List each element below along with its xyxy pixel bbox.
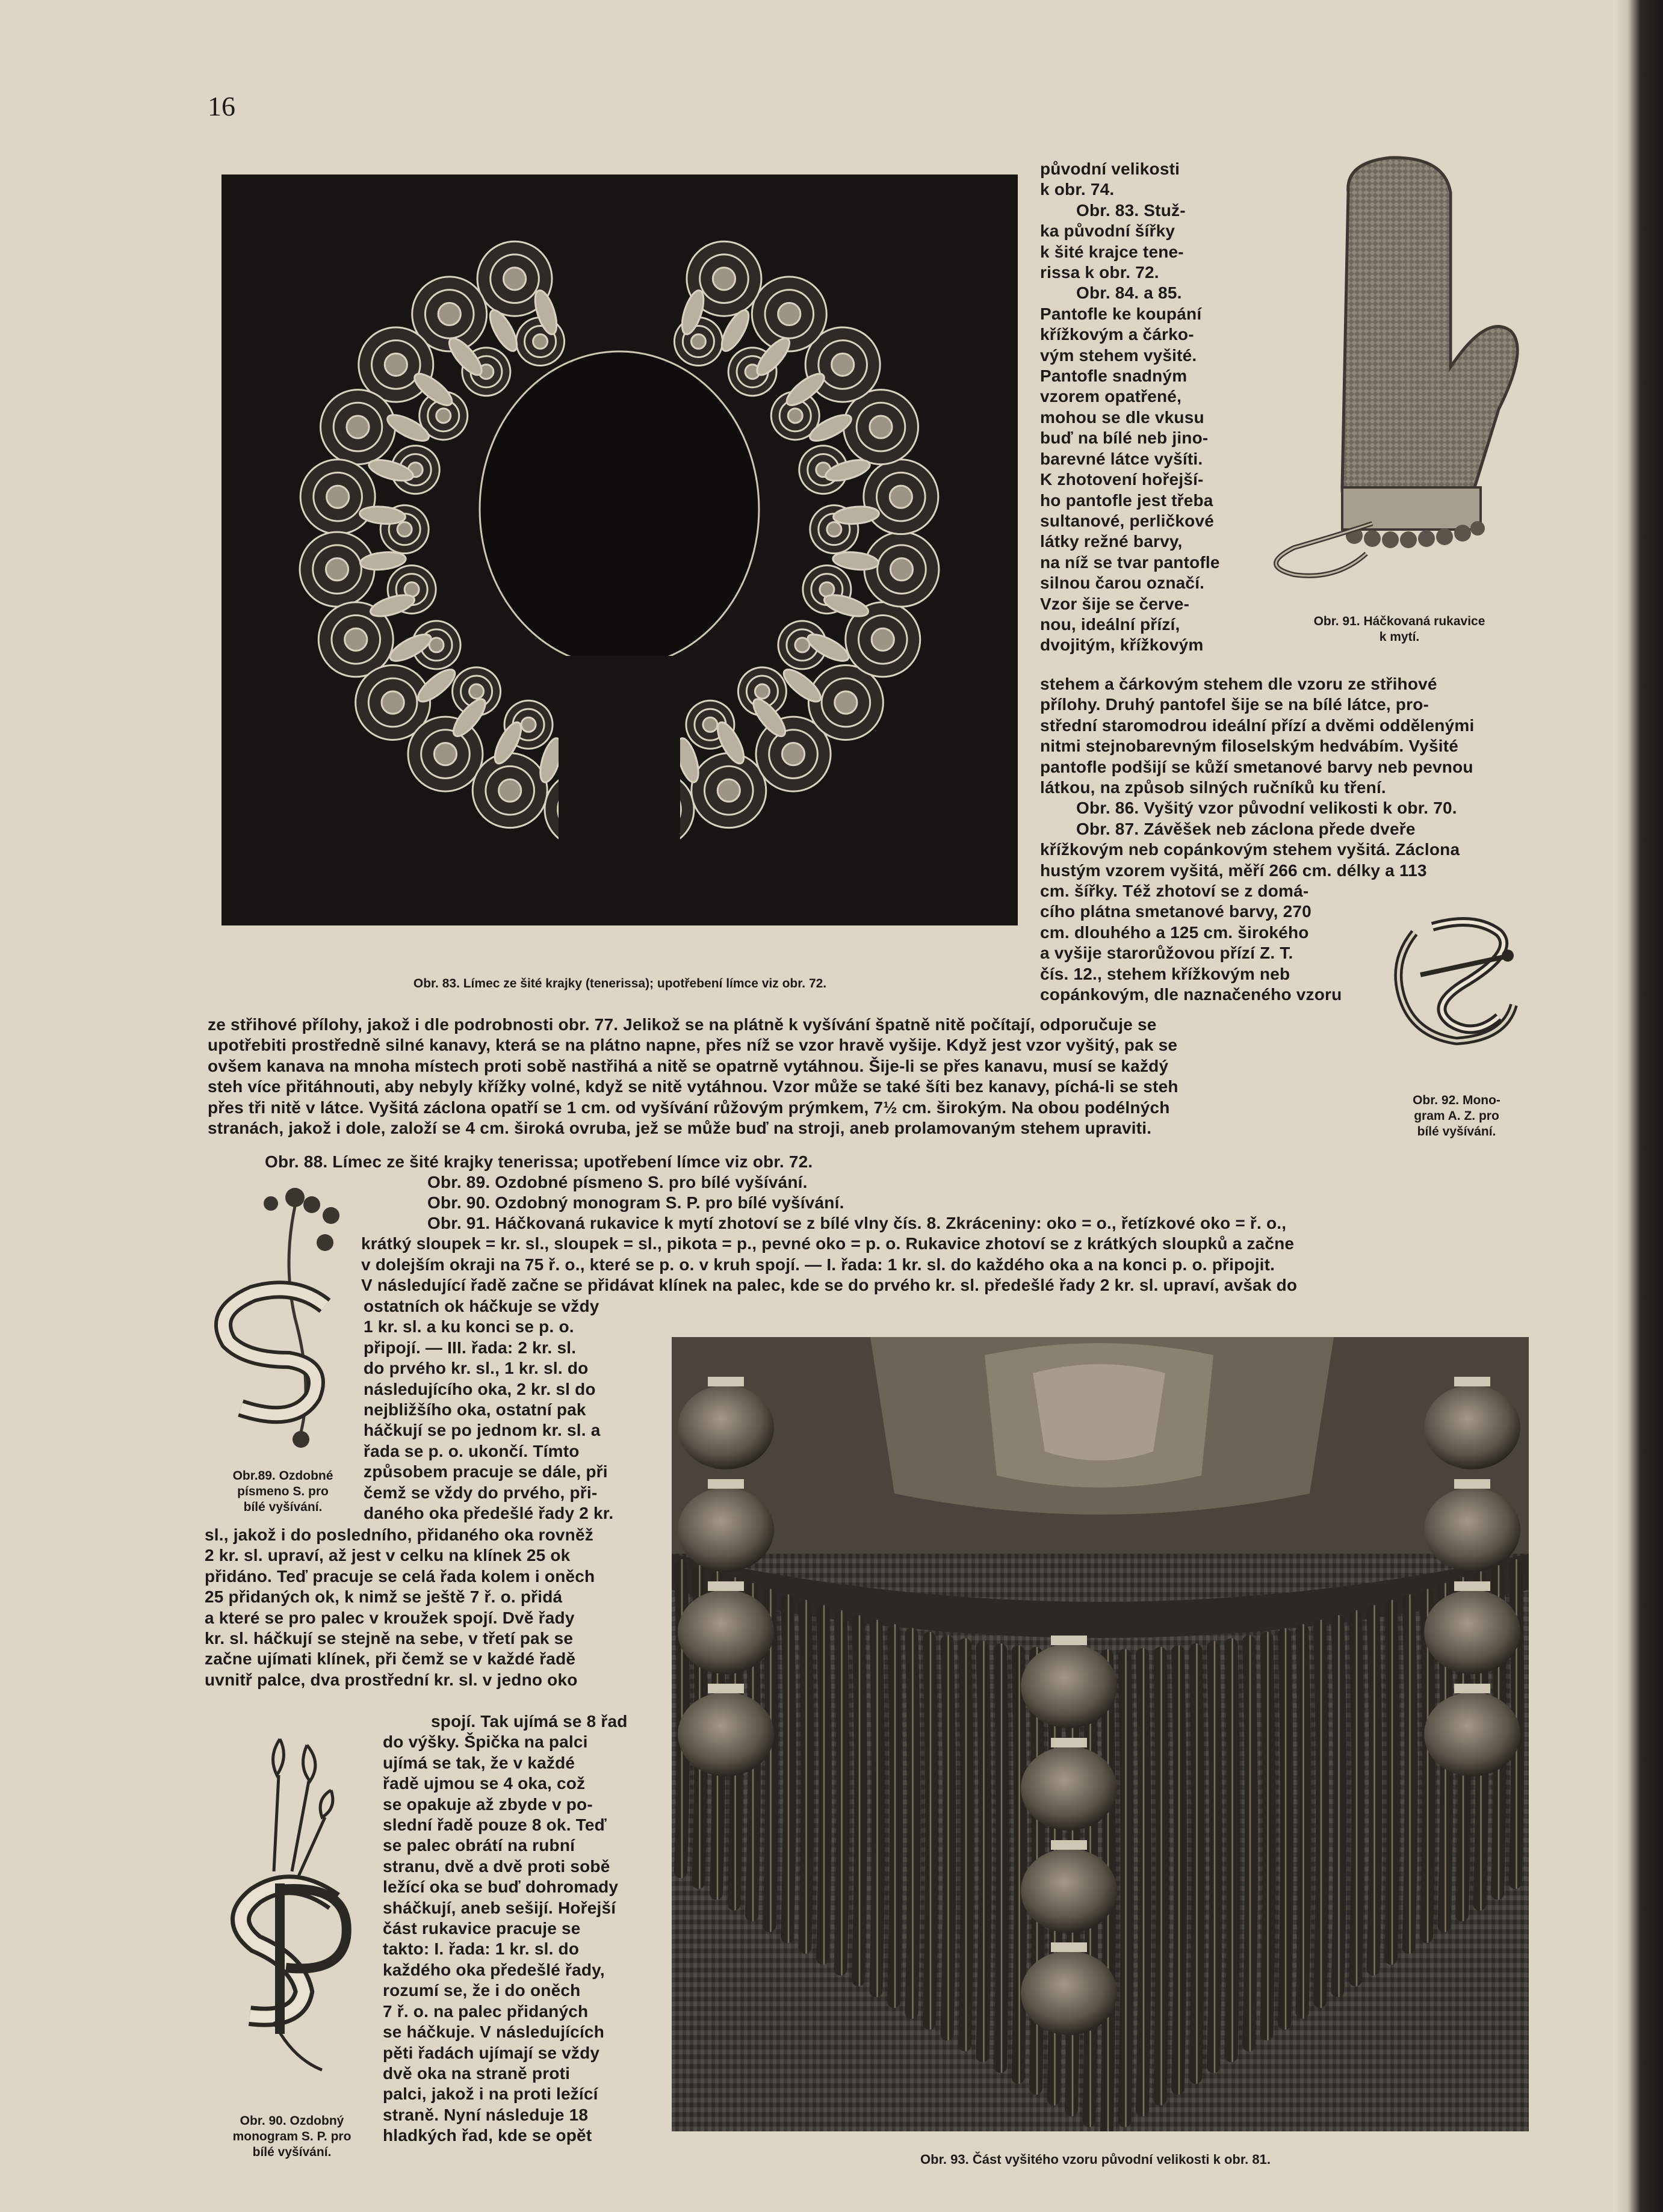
- fig83-lace-collar-plate: [221, 175, 1018, 925]
- fig91-caption: [1264, 614, 1535, 645]
- text-line: V následující řadě začne se přidávat klínek na palec, kde se do prvého kr. sl. předešlé řady 2 kr. sl. upraví, avšak do: [361, 1276, 1298, 1295]
- obr90-line: Obr. 90. Ozdobný monogram S. P. pro bílé vyšívání.: [427, 1193, 844, 1212]
- text-line: Pantofle snadným: [1040, 366, 1188, 386]
- text-line: 1 kr. sl. a ku konci se p. o.: [364, 1317, 574, 1336]
- text-line: nitmi stejnobarevným filoselským hedvábím. Vyšité: [1040, 737, 1459, 756]
- text-line: dvojitým, křížkovým: [1040, 635, 1204, 655]
- text-line: se palec obrátí na rubní: [383, 1836, 575, 1855]
- ornamental-letter-s-icon: [205, 1179, 355, 1462]
- text-line: krátký sloupek = kr. sl., sloupek = sl., pikota = p., pevné oko = p. o. Rukavice zhotoví se z krátkých sloupků a začne: [361, 1234, 1295, 1253]
- text-line: K zhotovení hořejší-: [1040, 470, 1204, 489]
- text-line: pěti řadách ujímají se vždy: [383, 2043, 600, 2062]
- text-line: řadě ujmou se 4 oka, což: [383, 1774, 586, 1793]
- text-line: do výšky. Špička na palci: [383, 1732, 588, 1752]
- embroidered-valance-icon: [672, 1337, 1529, 2131]
- text-line: 7 ř. o. na palec přidaných: [383, 2001, 589, 2021]
- paragraph-wide: [208, 1015, 1178, 1138]
- text-line: čís. 12., stehem křížkovým neb: [1040, 964, 1290, 983]
- text-line: část rukavice pracuje se: [383, 1919, 581, 1938]
- text-line: upotřebiti prostředně silné kanavy, která se na plátno napne, přes níž se vzor hravě vyšije. Když jest vzor vyšitý, pak se: [208, 1036, 1178, 1055]
- text-line: přidáno. Teď pracuje se celá řada kolem i oněch: [205, 1566, 595, 1586]
- column-top-right: [1040, 159, 1220, 656]
- text-line: Obr. 84. a 85.: [1076, 283, 1182, 303]
- text-line: k obr. 74.: [1040, 180, 1115, 199]
- text-line: uvnitř palce, dva prostřední kr. sl. v jedno oko: [205, 1670, 578, 1689]
- text-line: palci, jakož i na proti ležící: [383, 2084, 598, 2104]
- column-left-wide: [205, 1525, 595, 1690]
- text-line: přes tři nitě v látce. Vyšitá záclona opatří se 1 cm. od vyšívání růžovým prýmkem, 7½ cm. širokým. Na obou podélných: [208, 1098, 1170, 1117]
- text-line: přílohy. Druhý pantofel šije se na bílé látce, pro-: [1040, 695, 1429, 714]
- text-line: původní velikosti: [1040, 159, 1180, 178]
- monogram-sp-icon: [208, 1733, 376, 2082]
- obr91-paragraph: [361, 1213, 1297, 1296]
- text-line: sultanové, perličkové: [1040, 511, 1214, 530]
- text-line: do prvého kr. sl., 1 kr. sl. do: [364, 1359, 589, 1378]
- text-line: křížkovým a čárko-: [1040, 325, 1194, 344]
- column-left-narrow: [364, 1296, 613, 1524]
- text-line: nejbližšího oka, ostatní pak: [364, 1400, 586, 1420]
- text-line: dvě oka na straně proti: [383, 2063, 571, 2083]
- page-number: 16: [208, 91, 235, 122]
- text-line: Pantofle ke koupání: [1040, 304, 1202, 323]
- text-line: takto: I. řada: 1 kr. sl. do: [383, 1939, 580, 1959]
- text-line: mohou se dle vkusu: [1040, 407, 1204, 427]
- text-line: ostatních ok háčkuje se vždy: [364, 1297, 599, 1315]
- text-line: barevné látce vyšíti.: [1040, 449, 1203, 468]
- text-line: Obr. 83. Stuž-: [1076, 200, 1186, 220]
- text-line: cm. dlouhého a 125 cm. širokého: [1040, 922, 1309, 942]
- text-line: k šité krajce tene-: [1040, 242, 1184, 261]
- caption-line: bílé vyšívání.: [252, 2145, 332, 2159]
- text-line: každého oka předešlé řady,: [383, 1960, 605, 1979]
- caption-line: Obr. 91. Háčkovaná rukavice: [1313, 614, 1485, 628]
- text-line: ka původní šířky: [1040, 221, 1175, 241]
- fig93-valance-plate: [672, 1337, 1529, 2131]
- text-line: pantofle podšijí se kůží smetanové barvy neb pevnou: [1040, 757, 1473, 776]
- fig92-caption: [1378, 1093, 1535, 1140]
- text-line: řada se p. o. ukončí. Tímto: [364, 1441, 580, 1460]
- text-line: látkou, na způsob silných ručníků ku tření.: [1040, 778, 1386, 797]
- text-line: rissa k obr. 72.: [1040, 263, 1159, 282]
- page-edge: [1613, 0, 1663, 2212]
- fig90-caption: [205, 2113, 379, 2160]
- text-line: daného oka předešlé řady 2 kr.: [364, 1504, 614, 1523]
- caption-line: Obr.89. Ozdobné: [232, 1469, 333, 1483]
- text-line: stranu, dvě a dvě proti sobě: [383, 1856, 610, 1876]
- text-line: a vyšije starorůžovou přízí Z. T.: [1040, 944, 1293, 963]
- text-line: sl., jakož i do posledního, přidaného oka rovněž: [205, 1525, 593, 1544]
- text-line: střední staromodrou ideální přízí a dvěmi oddělenými: [1040, 715, 1475, 735]
- text-line: v dolejším okraji na 75 ř. o., které se p. o. v kruh spojí. — I. řada: 1 kr. sl. do každého oka a na konci p. o. připojit.: [361, 1255, 1275, 1274]
- column-bottom: [383, 1711, 628, 2146]
- text-line: sháčkují, aneb sešijí. Hořejší: [383, 1898, 616, 1917]
- text-line: hustým vzorem vyšitá, měří 266 cm. délky a 113: [1040, 860, 1427, 880]
- lace-collar-icon: [221, 175, 1018, 925]
- caption-line: Obr. 90. Ozdobný: [240, 2114, 344, 2128]
- text-line: steh více přitáhnouti, aby nebyly křížky volné, když se nitě vytáhnou. Vzor může se také šíti bez kanavy, píchá-li se steh: [208, 1077, 1178, 1096]
- fig83-caption: Obr. 83. Límec ze šité krajky (tenerissa); upotřebení límce viz obr. 72.: [413, 977, 827, 990]
- caption-line: monogram S. P. pro: [232, 2130, 351, 2143]
- text-line: ho pantofle jest třeba: [1040, 490, 1213, 510]
- text-line: na níž se tvar pantofle: [1040, 552, 1220, 572]
- text-line: cího plátna smetanové barvy, 270: [1040, 902, 1312, 921]
- text-line: se háčkuje. V následujících: [383, 2022, 605, 2042]
- text-line: stranách, jakož i dole, založí se 4 cm. široká ovruba, jež se může buď na stroji, aneb prolamovaným stehem upraviti.: [208, 1119, 1152, 1138]
- fig91-mitten-figure: [1246, 150, 1547, 584]
- text-line: ležící oka se buď dohromady: [383, 1877, 619, 1897]
- text-line: spojí. Tak ujímá se 8 řad: [431, 1712, 628, 1731]
- text-line: následujícího oka, 2 kr. sl do: [364, 1379, 596, 1398]
- text-line: straně. Nyní následuje 18: [383, 2105, 589, 2124]
- text-line: křížkovým neb copánkovým stehem vyšitá. Záclona: [1040, 840, 1460, 859]
- text-line: Obr. 91. Háčkovaná rukavice k mytí zhotoví se z bílé vlny čís. 8. Zkráceniny: oko = o., řetízkové oko = ř. o.,: [427, 1214, 1287, 1232]
- obr89-line: Obr. 89. Ozdobné písmeno S. pro bílé vyšívání.: [427, 1173, 808, 1191]
- fig89-caption: [208, 1468, 358, 1515]
- text-line: nou, ideální přízí,: [1040, 614, 1180, 634]
- caption-line: písmeno S. pro: [237, 1484, 329, 1498]
- caption-line: k mytí.: [1379, 630, 1420, 644]
- text-line: 2 kr. sl. upraví, až jest v celku na klínek 25 ok: [205, 1546, 571, 1565]
- text-line: Vzor šije se červe-: [1040, 594, 1190, 613]
- text-line: silnou čarou označí.: [1040, 573, 1205, 593]
- monogram-az-icon: [1378, 909, 1535, 1059]
- text-line: slední řadě pouze 8 ok. Teď: [383, 1815, 607, 1835]
- text-line: rozumí se, že i do oněch: [383, 1981, 581, 2000]
- text-line: buď na bílé neb jino-: [1040, 428, 1209, 448]
- text-line: způsobem pracuje se dále, při: [364, 1462, 608, 1481]
- text-line: 25 přidaných ok, k nimž se ještě 7 ř. o. přidá: [205, 1587, 563, 1607]
- text-line: kr. sl. háčkují se stejně na sebe, v třetí pak se: [205, 1629, 574, 1648]
- text-line: hladkých řad, kde se opět: [383, 2126, 592, 2145]
- text-line: ovšem kanava na mnoha místech proti sobě nastřihá a nitě se opatrně vytáhnou. Šije-li se přes kanavu, musí se každý: [208, 1056, 1169, 1075]
- text-line: Obr. 87. Závěšek neb záclona přede dveře: [1076, 819, 1416, 838]
- text-line: se opakuje až zbyde v po-: [383, 1794, 593, 1814]
- text-line: háčkují se po jednom kr. sl. a: [364, 1421, 601, 1440]
- fig92-monogram-figure: [1378, 909, 1535, 1059]
- text-line: cm. šířky. Též zhotoví se z domá-: [1040, 882, 1309, 901]
- caption-line: gram A. Z. pro: [1414, 1109, 1499, 1123]
- fig90-monogram-figure: [208, 1733, 376, 2082]
- text-line: vým stehem vyšité.: [1040, 345, 1197, 365]
- fig93-caption: Obr. 93. Část vyšitého vzoru původní velikosti k obr. 81.: [920, 2152, 1271, 2167]
- text-line: připojí. — III. řada: 2 kr. sl.: [364, 1338, 577, 1357]
- text-line: copánkovým, dle naznačeného vzoru: [1040, 985, 1342, 1004]
- caption-line: bílé vyšívání.: [243, 1500, 323, 1514]
- text-line: Obr. 86. Vyšitý vzor původní velikosti k obr. 70.: [1076, 799, 1457, 818]
- text-line: látky režné barvy,: [1040, 532, 1183, 551]
- text-line: vzorem opatřené,: [1040, 387, 1182, 406]
- text-line: stehem a čárkovým stehem dle vzoru ze střihové: [1040, 675, 1437, 693]
- caption-line: Obr. 92. Mono-: [1413, 1093, 1500, 1107]
- text-line: ujímá se tak, že v každé: [383, 1753, 575, 1772]
- obr88-line: Obr. 88. Límec ze šité krajky tenerissa; upotřebení límce viz obr. 72.: [265, 1152, 813, 1171]
- text-line: čemž se vždy do prvého, při-: [364, 1483, 598, 1502]
- crochet-mitten-icon: [1246, 150, 1547, 584]
- text-line: ze střihové přílohy, jakož i dle podrobnosti obr. 77. Jelikož se na plátně k vyšívání špatně nitě počítají, odporučuje se: [208, 1015, 1157, 1034]
- caption-line: bílé vyšívání.: [1417, 1125, 1496, 1138]
- fig89-letter-figure: [205, 1179, 355, 1462]
- text-line: a které se pro palec v kroužek spojí. Dvě řady: [205, 1608, 575, 1627]
- text-line: začne ujímati klínek, při čemž se v každé řadě: [205, 1649, 576, 1669]
